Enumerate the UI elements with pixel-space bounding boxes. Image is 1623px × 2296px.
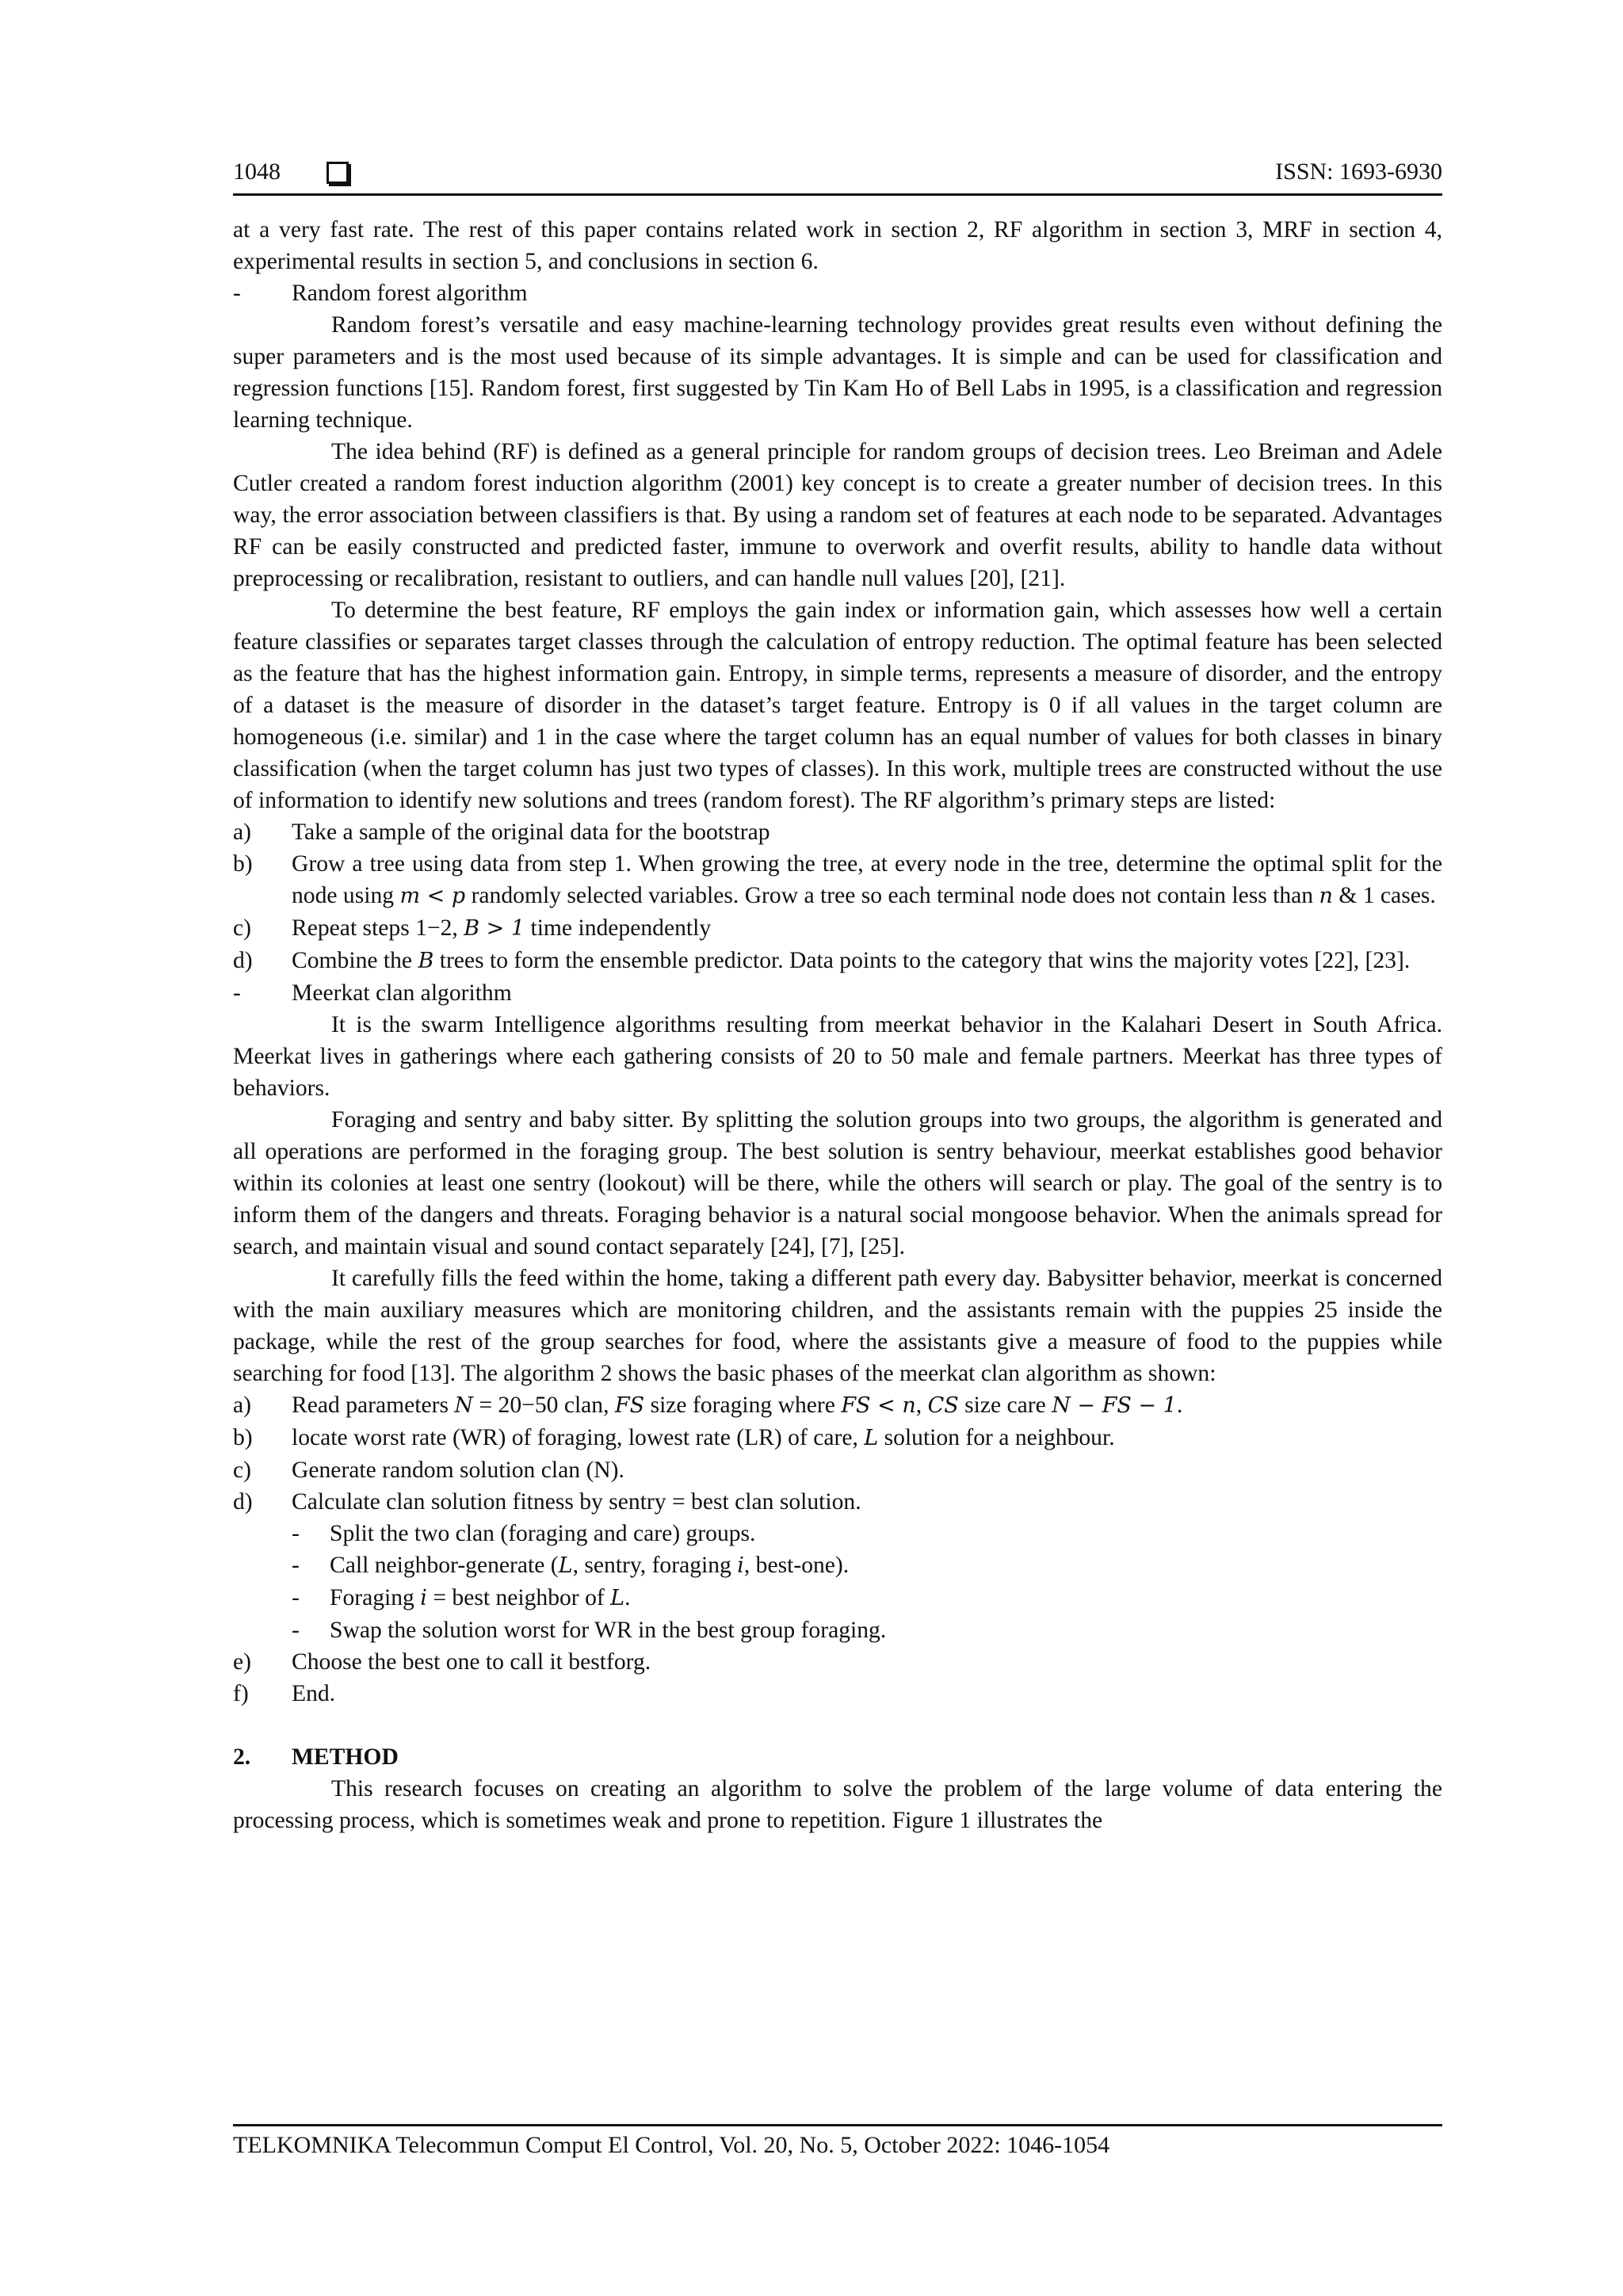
subsection-heading-meerkat: - Meerkat clan algorithm [233,977,1442,1009]
running-footer: TELKOMNIKA Telecommun Comput El Control, Vol. 20, No. 5, October 2022: 1046-1054 [233,2132,1110,2158]
sub-list-item: - Split the two clan (foraging and care) groups. [292,1521,756,1546]
paragraph: Foraging and sentry and baby sitter. By splitting the solution groups into two groups, the algorithm is generated and all operations are performed in the foraging group. The best solution is sentry behaviour, meerkat establishes good behavior within its colonies at least one sentry (lookout) will be there, while the others will search or play. The goal of the sentry is to inform them of the dangers and threats. Foraging behavior is a natural social mongoose behavior. When the animals spread for search, and maintain visual and sound contact separately [24], [7], [25]. [233,1107,1442,1259]
math-inline: B [418,949,434,973]
sub-list-item: - Foraging i = best neighbor of L. [292,1585,631,1610]
dash-bullet: - [233,281,241,306]
list-item: a) Take a sample of the original data for the bootstrap [233,819,770,845]
list-item: f) End. [233,1681,336,1706]
paragraph: It is the swarm Intelligence algorithms resulting from meerkat behavior in the Kalahari Desert in South Africa. Meerkat lives in gatherings where each gathering consists of 20 to 50 male and female partners. Meerkat has three types of behaviors. [233,1012,1442,1101]
square-bullet-icon [327,162,349,184]
issn-label: ISSN: 1693-6930 [1275,159,1442,185]
sub-list-item: - Swap the solution worst for WR in the best group foraging. [292,1618,887,1643]
list-item: b) Grow a tree using data from step 1. When growing the tree, at every node in the tree, determine the optimal split for the node using m < p randomly selected variables. Grow a tree so each terminal node does not contain less than n & 1 cases. [233,851,1442,908]
sub-list-item: - Call neighbor-generate (L, sentry, foraging i, best-one). [292,1553,850,1578]
list-item: d) Calculate clan solution fitness by sentry = best clan solution. [233,1489,861,1515]
list-item: c) Generate random solution clan (N). [233,1457,624,1483]
section-heading: 2. METHOD [233,1744,399,1770]
math-inline: n [1319,884,1333,908]
math-inline: m < p [399,884,466,908]
list-item: c) Repeat steps 1−2, B > 1 time independently [233,915,712,941]
list-item: d) Combine the B trees to form the ensemble predictor. Data points to the category that wins the majority votes [22], [23]. [233,948,1411,973]
paragraph: To determine the best feature, RF employs the gain index or information gain, which assesses how well a certain feature classifies or separates target classes through the calculation of entropy reduction. The optimal feature has been selected as the feature that has the highest information gain. Entropy, in simple terms, represents a measure of disorder, and the entropy of a dataset is the measure of disorder in the dataset’s target feature. Entropy is 0 if all values in the target column are homogeneous (i.e. similar) and 1 in the case where the target column has an equal number of values for both classes in binary classification (when the target column has just two types of classes). In this work, multiple trees are constructed without the use of information to identify new solutions and trees (random forest). The RF algorithm’s primary steps are listed: [233,598,1442,813]
dash-bullet: - [233,980,241,1006]
footer-rule [233,2124,1442,2126]
paragraph: Random forest’s versatile and easy machine-learning technology provides great results even without defining the super parameters and is the most used because of its simple advantages. It is simple and can be used for classification and regression functions [15]. Random forest, first suggested by Tin Kam Ho of Bell Labs in 1995, is a classification and regression learning technique. [233,312,1442,433]
body-text [233,214,1442,1836]
subsection-heading-rf: - Random forest algorithm [233,277,1442,309]
paragraph: The idea behind (RF) is defined as a general principle for random groups of decision trees. Leo Breiman and Adele Cutler created a random forest induction algorithm (2001) key concept is to create a greater number of decision trees. In this way, the error association between classifiers is that. By using a random set of features at each node to be separated. Advantages RF can be easily constructed and predicted faster, immune to overwork and overfit results, ability to handle data without preprocessing or recalibration, resistant to outliers, and can handle null values [20], [21]. [233,439,1442,591]
list-item: b) locate worst rate (WR) of foraging, lowest rate (LR) of care, L solution for a neighbour. [233,1425,1115,1450]
running-header [233,155,1442,195]
list-item: e) Choose the best one to call it bestforg. [233,1649,651,1675]
list-item: a) Read parameters N = 20−50 clan, FS size foraging where FS < n, CS size care N − FS − 1. [233,1392,1183,1418]
header-rule [233,193,1442,196]
paragraph: This research focuses on creating an algorithm to solve the problem of the large volume of data entering the processing process, which is sometimes weak and prone to repetition. Figure 1 illustrates the [233,1776,1442,1833]
paragraph: It carefully fills the feed within the home, taking a different path every day. Babysitter behavior, meerkat is concerned with the main auxiliary measures which are monitoring children, and the assistants remain with the puppies 25 inside the package, while the rest of the group searches for food, where the assistants give a measure of food to the puppies while searching for food [13]. The algorithm 2 shows the basic phases of the meerkat clan algorithm as shown: [233,1266,1442,1386]
paragraph: at a very fast rate. The rest of this paper contains related work in section 2, RF algorithm in section 3, MRF in section 4, experimental results in section 5, and conclusions in section 6. [233,217,1442,274]
math-inline: B > 1 [464,916,525,941]
page-number: 1048 [233,159,281,185]
